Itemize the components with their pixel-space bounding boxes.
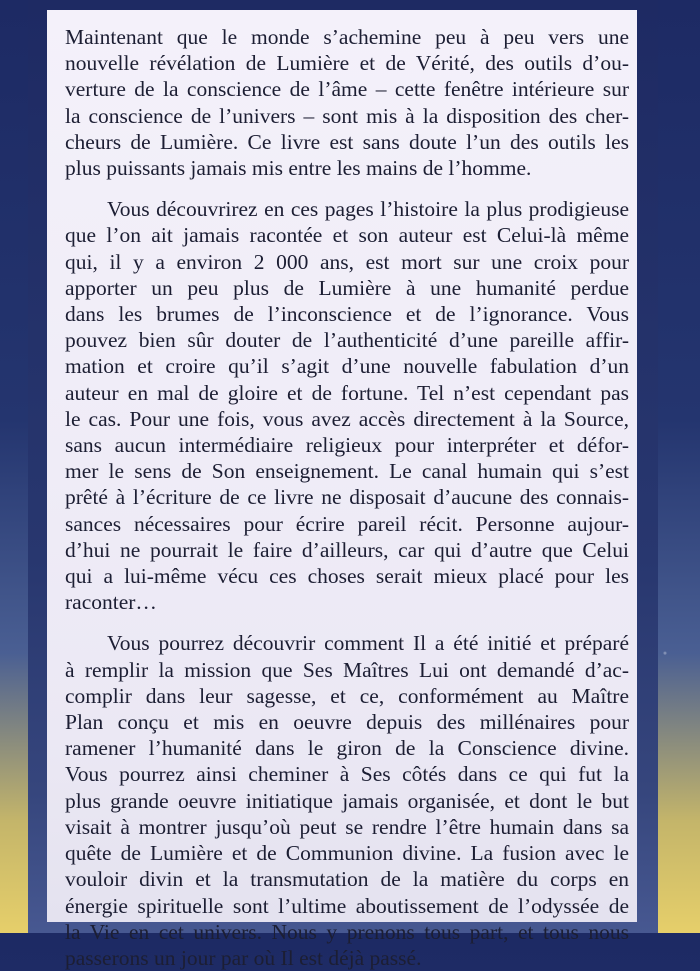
- text-line: sances nécessaires pour écrire pareil récit. Personne aujour-: [65, 511, 629, 536]
- text-line: le cas. Pour une fois, vous avez accès directement à la Source,: [65, 406, 629, 431]
- text-line: raconter…: [65, 590, 157, 615]
- text-line: énergie spirituelle sont l’ultime aboutissement de l’odyssée de: [65, 893, 629, 918]
- back-cover-text-panel: [47, 10, 637, 970]
- text-line: mation et croire qu’il s’agit d’une nouvelle fabulation d’un: [65, 354, 629, 379]
- text-line: ramener l’humanité dans le giron de la Conscience divine.: [65, 736, 629, 761]
- text-line: complir dans leur sagesse, et ce, conformément au Maître: [65, 683, 629, 708]
- text-line: plus puissants jamais mis entre les mains de l’homme.: [65, 156, 532, 181]
- text-line: Plan conçu et mis en oeuvre depuis des millénaires pour: [65, 710, 629, 735]
- text-line: pouvez bien sûr douter de l’authenticité d’une pareille affir-: [65, 328, 629, 353]
- text-line: auteur en mal de gloire et de fortune. Tel n’est cependant pas: [65, 380, 629, 405]
- text-line: plus grande oeuvre initiatique jamais organisée, et dont le but: [65, 788, 629, 813]
- text-line: passerons un jour par où Il est déjà passé.: [65, 945, 422, 970]
- text-line: dans les brumes de l’inconscience et de l’ignorance. Vous: [65, 302, 629, 327]
- paragraph-2: [65, 196, 629, 615]
- text-line: la Vie en cet univers. Nous y prenons tous part, et tous nous: [65, 919, 629, 944]
- text-line: Vous pourrez ainsi cheminer à Ses côtés dans ce qui fut la: [65, 762, 629, 787]
- text-line: visait à montrer jusqu’où peut se rendre l’être humain dans sa: [65, 814, 629, 839]
- text-line: apporter un peu plus de Lumière à une humanité perdue: [65, 275, 629, 300]
- text-line: qui, il y a environ 2 000 ans, est mort sur une croix pour: [65, 249, 629, 274]
- text-line: à remplir la mission que Ses Maîtres Lui ont demandé d’ac-: [65, 657, 629, 682]
- text-line: verture de la conscience de l’âme – cette fenêtre intérieure sur: [65, 77, 629, 102]
- text-line: qui a lui-même vécu ces choses serait mieux placé pour les: [65, 564, 629, 589]
- text-line: que l’on ait jamais racontée et son auteur est Celui-là même: [65, 223, 629, 248]
- text-line: quête de Lumière et de Communion divine. La fusion avec le: [65, 841, 629, 866]
- text-line: la conscience de l’univers – sont mis à la disposition des cher-: [65, 103, 629, 128]
- paragraph-1: [65, 24, 629, 181]
- text-line: cheurs de Lumière. Ce livre est sans doute l’un des outils les: [65, 129, 629, 154]
- text-line: sans aucun intermédiaire religieux pour interpréter et défor-: [65, 433, 629, 458]
- text-line: nouvelle révélation de Lumière et de Vérité, des outils d’ou-: [65, 51, 629, 76]
- text-line: Vous découvrirez en ces pages l’histoire la plus prodigieuse: [107, 197, 629, 222]
- text-line: vouloir divin et la transmutation de la matière du corps en: [65, 867, 629, 892]
- paragraph-3: [65, 630, 629, 971]
- text-line: Vous pourrez découvrir comment Il a été initié et préparé: [107, 631, 629, 656]
- text-line: Maintenant que le monde s’achemine peu à peu vers une: [65, 25, 629, 49]
- text-line: prêté à l’écriture de ce livre ne disposait d’aucune des connais-: [65, 485, 629, 510]
- text-line: mer le sens de Son enseignement. Le canal humain qui s’est: [65, 459, 629, 484]
- text-line: d’hui ne pourrait le faire d’ailleurs, car qui d’autre que Celui: [65, 537, 629, 562]
